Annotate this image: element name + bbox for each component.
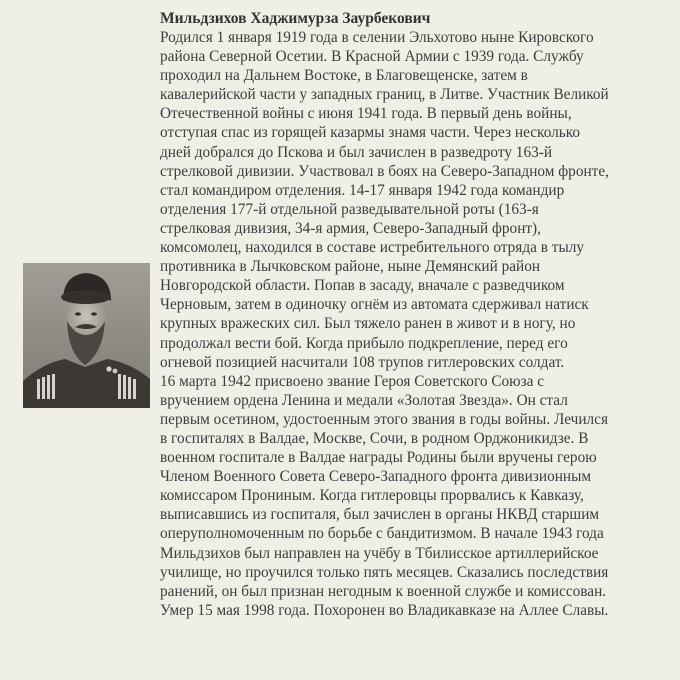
portrait-photo (23, 263, 150, 408)
bio-line: комиссаром Прониным. Когда гитлеровцы прорвались к Кавказу, (160, 487, 584, 505)
bio-line: комсомолец, находился в составе истребительного отряда в тылу (160, 239, 585, 257)
person-name: Мильдзихов Хаджимурза Заурбекович (160, 10, 431, 27)
bio-line: дней добрался до Пскова и был зачислен в разведроту 163-й (160, 143, 553, 161)
bio-line: крупных вражеских сил. Был тяжело ранен в живот и в ногу, но (160, 315, 576, 333)
bio-line: отделения 177-й отдельной разведывательной роты (163-я (160, 200, 539, 218)
bio-line: Отечественной войны с июня 1941 года. В первый день войны, (160, 105, 572, 123)
bio-line: стал командиром отделения. 14-17 января 1942 года командир (160, 181, 565, 199)
bio-line: в госпиталях в Валдае, Москве, Сочи, в родном Орджоникидзе. В (160, 429, 589, 447)
bio-line: военном госпитале в Валдае награды Родины были вручены герою (160, 449, 597, 467)
bio-line: первым осетином, удостоенным этого звания в годы войны. Лечился (160, 410, 608, 428)
bio-line: выписавшись из госпиталя, был зачислен в органы НКВД старшим (160, 506, 600, 524)
bio-line: ранений, он был признан негодным к военной службе и комиссован. (160, 582, 607, 600)
bio-line: Новгородской области. Попав в засаду, вначале с разведчиком (160, 277, 565, 295)
bio-line: Мильдзихов был направлен на учёбу в Тбилисское артиллерийское (160, 544, 599, 562)
bio-line: отступая спас из горящей казармы знамя части. Через несколько (160, 124, 581, 142)
bio-line: стрелковой дивизии. Участвовал в боях на Северо-Западном фронте, (160, 162, 609, 180)
bio-line: 16 марта 1942 присвоено звание Героя Советского Союза с (160, 372, 545, 390)
bio-line: огневой позицией насчитали 108 трупов гитлеровских солдат. (160, 353, 565, 371)
biography-block (160, 9, 675, 620)
biography-text (160, 28, 675, 620)
bio-line: Умер 15 мая 1998 года. Похоронен во Владикавказе на Аллее Славы. (160, 601, 609, 619)
bio-line: стрелковая дивизия, 34-я армия, Северо-Западный фронт), (160, 219, 541, 237)
bio-line: Членом Военного Совета Северо-Западного фронта дивизионным (160, 468, 592, 486)
bio-line: оперуполномоченным по борьбе с бандитизмом. В начале 1943 года (160, 525, 604, 543)
bio-line: вручением ордена Ленина и медали «Золотая Звезда». Он стал (160, 391, 568, 409)
bio-line: Черновым, затем в одиночку огнём из автомата сдерживал натиск (160, 296, 589, 314)
bio-line: продолжал вести бой. Когда прибыло подкрепление, перед его (160, 334, 568, 352)
bio-line: проходил на Дальнем Востоке, в Благовещенске, затем в (160, 67, 528, 85)
bio-line: училище, но проучился только пять месяцев. Сказались последствия (160, 563, 609, 581)
bio-line: Родился 1 января 1919 года в селении Эльхотово ныне Кировского (160, 29, 594, 46)
bio-line: района Северной Осетии. В Красной Армии с 1939 года. Службу (160, 48, 584, 66)
bio-line: кавалерийской части у западных границ, в Литве. Участник Великой (160, 86, 609, 104)
bio-line: противника в Лычковском районе, ныне Демянский район (160, 258, 541, 276)
